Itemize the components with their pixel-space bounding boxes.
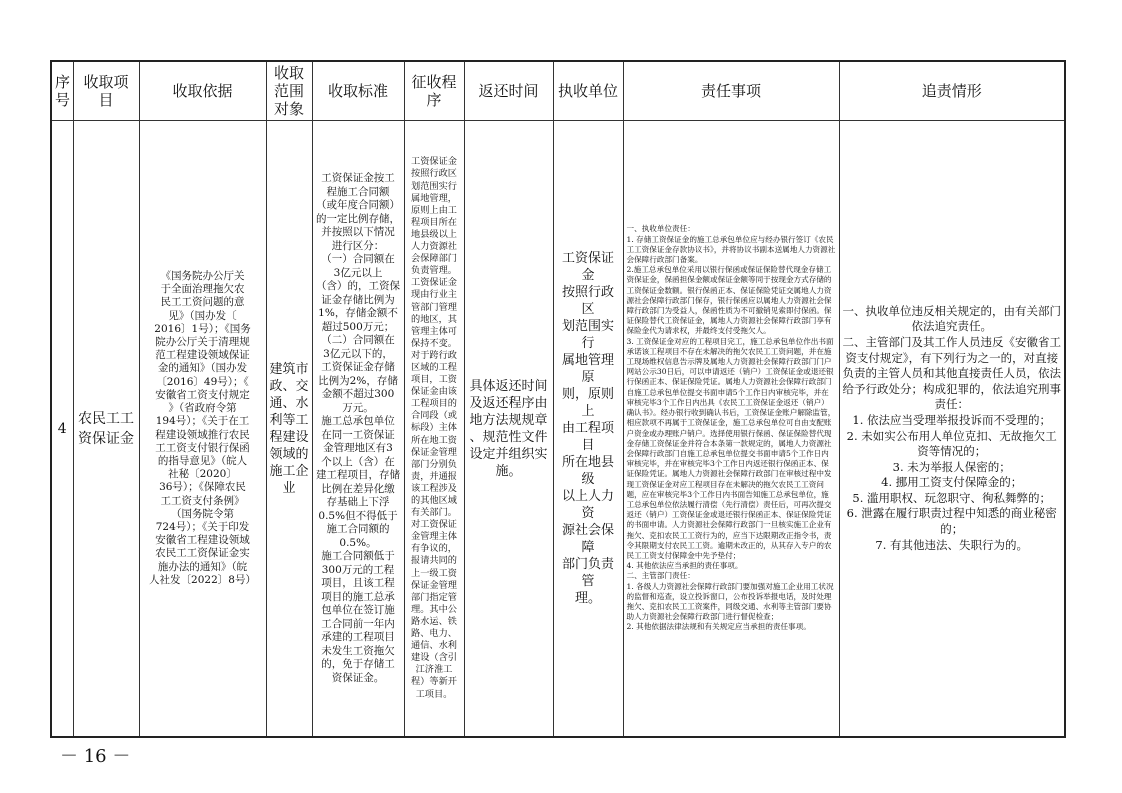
header-basis: 收取依据: [139, 61, 266, 121]
row-responsibilities: 一、执收单位责任： 1. 存储工资保证金的施工总承包单位应与经办银行签订《农民工工资保证金存款协议书》，并将协议书副本送属地人力资源社会保障行政部门备案。 2.施工总承包单位采用以银行保函或保证保险替代现金存储工资保证金，保函担保金额或保证金额等同于按现金方式存储的工资保证金数额。银行保函正本、保证保险凭证交属地人力资源社会保障行政部门保存，银行保函应以属地人力资源社会保障行政部门为受益人，保函性质为不可撤销见索即付保函。保证保险替代工资保证金，属地人力资源社会保障行政部门享有保险金代为请求权，并最终支付受拖欠人。 3. 工资保证金对应的工程项目完工，施工总承包单位作出书面承诺该工程项目不存在未解决的拖欠农民工工资问题，并在施工现场维权信息告示牌及属地人力资源社会保障行政部门门户网站公示30日后，可以申请返还（销户）工资保证金或退还银行保函正本、保证保险凭证。属地人力资源社会保障行政部门自施工总承包单位提交书面申请5个工作日内审核完毕，并在审核完毕3个工作日内出具《农民工工资保证金返还（销户）确认书》。经办银行收到确认书后，工资保证金账户解除监管，相应款项不再属于工资保证金，施工总承包单位可自由支配账户资金或办理账户销户。选择使用银行保函、保证保险替代现金存储工资保证金并符合本条第一款规定的，属地人力资源社会保障行政部门自施工总承包单位提交书面申请5个工作日内审核完毕，并在审核完毕3个工作日内返还银行保函正本、保证保险凭证。属地人力资源社会保障行政部门在审核过程中发现工资保证金对应工程项目存在未解决的拖欠农民工工资问题，应在审核完毕3个工作日内书面告知施工总承包单位，施工总承包单位依法履行清偿（先行清偿）责任后，可再次提交返还（销户）工资保证金或退还银行保函正本、保证保险凭证的书面申请。人力资源社会保障行政部门一旦核实施工企业有拖欠、克扣农民工工资行为的，应当下达限期改正指令书，责令其限期支付农民工工资。逾期未改正的，从其存入专户的农民工工资支付保障金中先予垫付； 4. 其他依法应当承担的责任事项。 二、主管部门责任： 1. 各级人力资源社会保障行政部门要加强对施工企业用工状况的监督和巡查，设立投诉窗口，公布投诉举报电话，及时处理拖欠、克扣农民工工资案件，同级交通、水利等主管部门要协助人力资源社会保障行政部门进行督促检查； 2. 其他依据法律法规和有关规定应当承担的责任事项。: [623, 121, 839, 738]
header-scope: 收取范围对象: [266, 61, 312, 121]
row-num: 4: [51, 121, 73, 738]
header-responsibilities: 责任事项: [623, 61, 839, 121]
row-item: 农民工工 资保证金: [73, 121, 139, 738]
row-accountability: 一、执收单位违反相关规定的，由有关部门依法追究责任。 二、主管部门及其工作人员违反《安徽省工资支付规定》，有下列行为之一的，对直接负责的主管人员和其他直接责任人员，依法给予行政处分；构成犯罪的，依法追究刑事责任： 1. 依法应当受理举报投诉而不受理的； 2. 未如实公布用人单位克扣、无故拖欠工资等情况的； 3. 未为举报人保密的； 4. 挪用工资支付保障金的； 5. 滥用职权、玩忽职守、徇私舞弊的； 6. 泄露在履行职责过程中知悉的商业秘密的； 7. 有其他违法、失职行为的。: [839, 121, 1065, 738]
header-procedure: 征收程序: [404, 61, 464, 121]
row-scope: 建筑市 政、交 通、水 利等工 程建设 领域的 施工企 业: [266, 121, 312, 738]
header-collecting-unit: 执收单位: [553, 61, 623, 121]
header-accountability: 追责情形: [839, 61, 1065, 121]
row-return-time: 具体返还时间 及返还程序由 地方法规规章 、规范性文件 设定并组织实 施。: [464, 121, 553, 738]
row-collecting-unit: 工资保证金 按照行政区 划范围实行 属地管理原 则，原则上 由工程项目 所在地县级 以上人力资 源社会保障 部门负责管 理。: [553, 121, 623, 738]
header-row: [51, 61, 1065, 121]
fee-table: [50, 60, 1066, 738]
page-number: － 16 －: [60, 746, 131, 767]
row-standard: 工资保证金按工 程施工合同额 （或年度合同额） 的一定比例存储， 并按照以下情况 进行区分： （一）合同额在 3亿元以上 （含）的，工资保 证金存储比例为 1%，存储金额不 超过500万元； （二）合同额在 3亿元以下的， 工资保证金存储 比例为2%，存储 金额不超过300 万元。 施工总承包单位 在同一工资保证 金管理地区有3 个以上（含）在 建工程项目，存储 比例在差异化缴 存基础上下浮 0.5%但不得低于 施工合同额的 0.5%。 施工合同额低于 300万元的工程 项目，且该工程 项目的施工总承 包单位在签订施 工合同前一年内 承建的工程项目 未发生工资拖欠 的，免于存储工 资保证金。: [312, 121, 404, 738]
row-basis: 《国务院办公厅关 于全面治理拖欠农 民工工资问题的意 见》（国办发〔 2016〕1号）；《国务 院办公厅关于清理规 范工程建设领域保证 金的通知》（国办发 〔2016〕49号）；《 安徽省工资支付规定 》（省政府令第 194号）；《关于在工 程建设领域推行农民 工工资支付银行保函 的指导意见》（皖人 社秘〔2020〕 36号）；《保障农民 工工资支付条例》 （国务院令第 724号）；《关于印发 安徽省工程建设领域 农民工工资保证金实 施办法的通知》（皖 人社发〔2022〕8号）: [139, 121, 266, 738]
header-num: 序号: [51, 61, 73, 121]
table-row: [51, 121, 1065, 738]
row-procedure: 工资保证金 按照行政区 划范围实行 属地管理， 原则上由工 程项目所在 地县级以上 人力资源社 会保障部门 负责管理。 工资保证金 现由行业主 管部门管理 的地区，其 管理主体可 保持不变。 对于跨行政 区域的工程 项目，工资 保证金由该 工程项目的 合同段（或 标段）主体 所在地工资 保证金管理 部门分别负 责，并通报 该工程涉及 的其他区域 有关部门。 对工资保证 金管理主体 有争议的， 报请共同的 上一级工资 保证金管理 部门指定管 理。其中公 路水运、铁 路、电力、 通信、水利 建设（含引 江济淮工 程）等新开 工项目。: [404, 121, 464, 738]
header-item: 收取项目: [73, 61, 139, 121]
header-return-time: 返还时间: [464, 61, 553, 121]
header-standard: 收取标准: [312, 61, 404, 121]
